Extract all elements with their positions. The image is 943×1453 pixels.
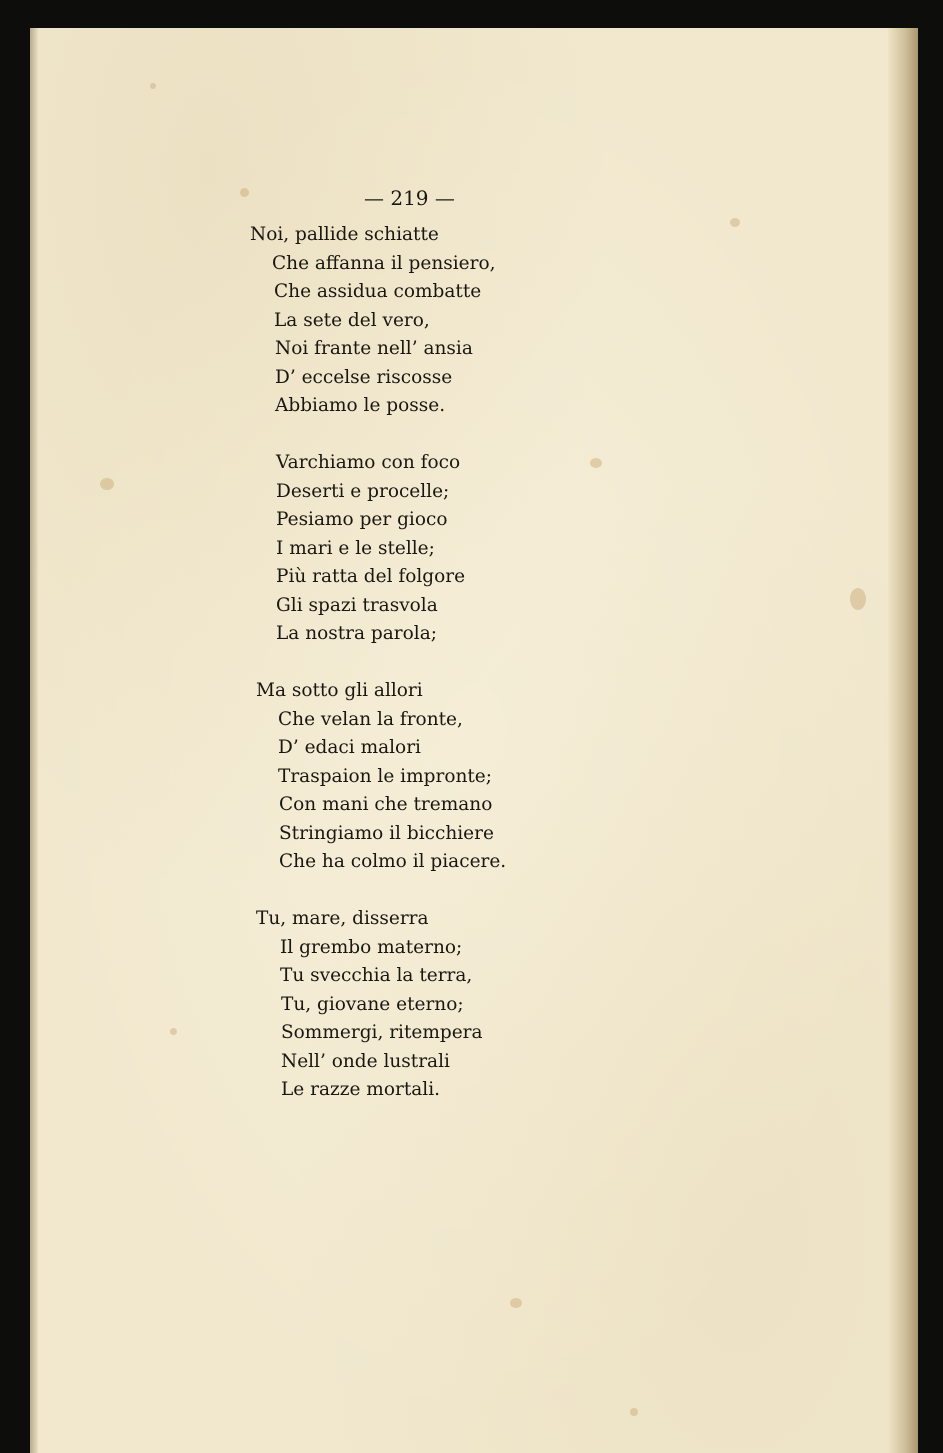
- poem-line: Più ratta del folgore: [276, 566, 466, 587]
- foxing-spot: [630, 1408, 638, 1416]
- foxing-spot: [170, 1028, 177, 1035]
- poem-line: Il grembo materno;: [280, 937, 463, 958]
- poem-line: I mari e le stelle;: [276, 538, 435, 559]
- poem-line: Le razze mortali.: [281, 1079, 441, 1100]
- page-gutter: [30, 28, 38, 1453]
- poem-line: La nostra parola;: [276, 623, 437, 644]
- poem-line: Pesiamo per gioco: [276, 509, 448, 530]
- poem-line: Noi frante nell’ ansia: [275, 338, 473, 359]
- book-page: [30, 28, 918, 1453]
- poem-line: Abbiamo le posse.: [275, 395, 446, 416]
- foxing-spot: [150, 83, 156, 89]
- poem-line: Che ha colmo il piacere.: [279, 851, 507, 872]
- poem-line: Sommergi, ritempera: [281, 1022, 483, 1043]
- page-edge: [888, 28, 918, 1453]
- foxing-spot: [730, 218, 740, 227]
- poem-line: Stringiamo il bicchiere: [279, 823, 494, 844]
- poem-line: Nell’ onde lustrali: [281, 1051, 450, 1072]
- foxing-spot: [510, 1298, 522, 1308]
- poem-line: Tu svecchia la terra,: [280, 965, 473, 986]
- poem-line: D’ eccelse riscosse: [275, 367, 453, 388]
- poem-line: La sete del vero,: [274, 310, 430, 331]
- page-number: — 219 —: [364, 186, 455, 210]
- foxing-spot: [240, 188, 249, 197]
- poem-line: D’ edaci malori: [278, 737, 421, 758]
- poem-line: Tu, giovane eterno;: [281, 994, 464, 1015]
- foxing-spot: [850, 588, 866, 610]
- poem-line: Noi, pallide schiatte: [250, 224, 439, 245]
- poem-line: Ma sotto gli allori: [256, 680, 423, 701]
- poem-line: Varchiamo con foco: [276, 452, 461, 473]
- poem-line: Deserti e procelle;: [276, 481, 450, 502]
- poem-line: Tu, mare, disserra: [256, 908, 429, 929]
- foxing-spot: [100, 478, 114, 490]
- poem-line: Con mani che tremano: [279, 794, 493, 815]
- poem-line: Che assidua combatte: [274, 281, 482, 302]
- foxing-spot: [590, 458, 602, 468]
- poem-line: Traspaion le impronte;: [278, 766, 492, 787]
- poem-line: Gli spazi trasvola: [276, 595, 438, 616]
- poem-line: Che affanna il pensiero,: [272, 253, 496, 274]
- poem-line: Che velan la fronte,: [278, 709, 463, 730]
